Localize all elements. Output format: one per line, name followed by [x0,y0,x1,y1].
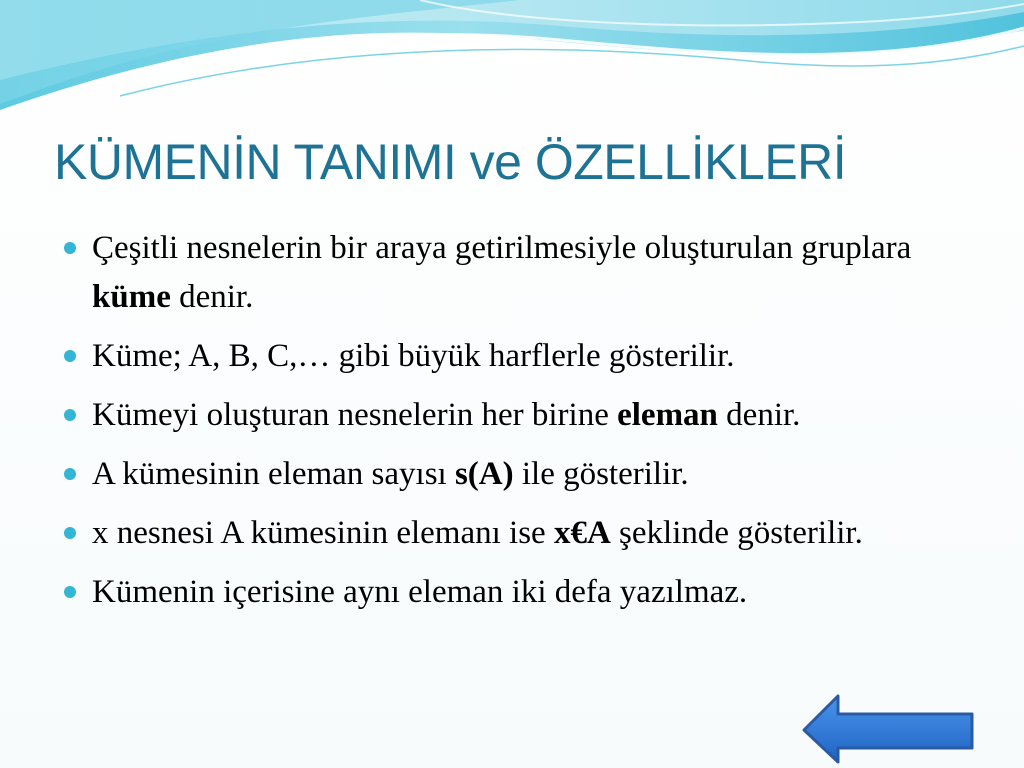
bullet-text: Kümenin içerisine aynı eleman iki defa yazılmaz. [92,574,748,610]
bullet-dot-icon [64,468,76,480]
bullet-item [64,332,944,381]
bullet-item [64,450,944,499]
bullet-list [64,224,944,627]
bullet-text: Kümeyi oluşturan nesnelerin her birine [92,397,618,433]
bullet-dot-icon [64,409,76,421]
bullet-text: A kümesinin eleman sayısı [92,456,455,492]
bullet-dot-icon [64,586,76,598]
bullet-bold-term: küme [92,279,171,315]
bullet-bold-term: eleman [617,397,718,433]
bullet-bold-term: x€A [553,515,611,551]
bullet-text-end: denir. [717,397,801,433]
bullet-item [64,509,944,558]
slide-title: KÜMENİN TANIMI ve ÖZELLİKLERİ [54,134,847,190]
header-wave-decoration [0,0,1024,130]
bullet-item [64,568,944,617]
left-arrow-icon [804,696,972,762]
bullet-dot-icon [64,527,76,539]
bullet-text: Çeşitli nesnelerin bir araya getirilmesiyle oluşturulan gruplara [92,230,912,266]
bullet-item [64,391,944,440]
bullet-dot-icon [64,350,76,362]
bullet-text-end: şeklinde gösterilir. [610,515,863,551]
bullet-bold-term: s(A) [454,456,514,492]
back-arrow-button[interactable] [800,692,976,764]
bullet-text: Küme; A, B, C,… gibi büyük harflerle gösterilir. [92,338,735,374]
bullet-text: x nesnesi A kümesinin elemanı ise [92,515,554,551]
bullet-text-end: denir. [170,279,254,315]
bullet-item [64,224,944,322]
bullet-dot-icon [64,242,76,254]
bullet-text-end: ile gösterilir. [513,456,689,492]
